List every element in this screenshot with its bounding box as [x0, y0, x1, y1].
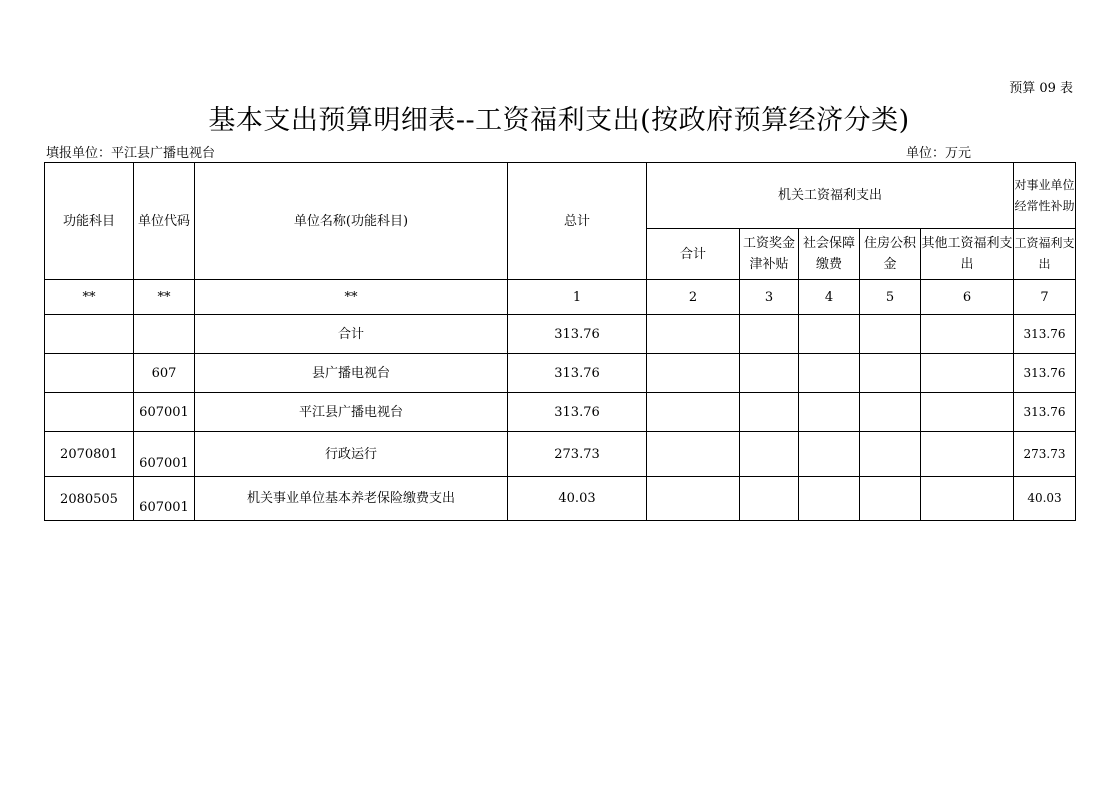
- subsidy-cell: 40.03: [1014, 477, 1076, 521]
- header-heji: 合计: [647, 229, 740, 280]
- table-row: [45, 315, 1076, 354]
- func-cell: 2080505: [45, 477, 134, 521]
- name-cell: 县广播电视台: [195, 354, 508, 393]
- name-cell: 平江县广播电视台: [195, 393, 508, 432]
- func-cell: [45, 393, 134, 432]
- header-gongzi: 工资奖金津补贴: [740, 229, 799, 280]
- name-cell: 行政运行: [195, 432, 508, 477]
- header-shebao: 社会保障缴费: [799, 229, 860, 280]
- header-jiguan-group: 机关工资福利支出: [647, 163, 1014, 229]
- table-row: [45, 393, 1076, 432]
- code-cell: 607001: [134, 393, 195, 432]
- index-cell: 2: [647, 280, 740, 315]
- name-cell: 合计: [195, 315, 508, 354]
- index-cell: **: [45, 280, 134, 315]
- code-cell: 607001: [134, 477, 195, 521]
- table-row: [45, 477, 1076, 521]
- subsidy-cell: 273.73: [1014, 432, 1076, 477]
- index-cell: **: [195, 280, 508, 315]
- subsidy-cell: 313.76: [1014, 354, 1076, 393]
- index-cell: 1: [508, 280, 647, 315]
- func-cell: 2070801: [45, 432, 134, 477]
- reporting-unit: 填报单位：平江县广播电视台: [46, 146, 216, 161]
- header-shiye-sub: 工资福利支出: [1014, 229, 1076, 280]
- page-title: 基本支出预算明细表--工资福利支出(按政府预算经济分类): [208, 105, 910, 136]
- index-cell: 3: [740, 280, 799, 315]
- index-cell: **: [134, 280, 195, 315]
- total-cell: 273.73: [508, 432, 647, 477]
- total-cell: 313.76: [508, 315, 647, 354]
- header-shiye-group: 对事业单位经常性补助: [1014, 163, 1076, 229]
- index-cell: 7: [1014, 280, 1076, 315]
- header-zhufang: 住房公积金: [860, 229, 921, 280]
- index-cell: 5: [860, 280, 921, 315]
- total-cell: 313.76: [508, 393, 647, 432]
- index-cell: 4: [799, 280, 860, 315]
- subsidy-cell: 313.76: [1014, 315, 1076, 354]
- total-cell: 313.76: [508, 354, 647, 393]
- table-row: [45, 354, 1076, 393]
- header-func-subject: 功能科目: [45, 163, 134, 280]
- header-unit-code: 单位代码: [134, 163, 195, 280]
- index-row: [45, 280, 1076, 315]
- header-qita: 其他工资福利支出: [921, 229, 1014, 280]
- header-unit-name: 单位名称(功能科目): [195, 163, 508, 280]
- budget-table: [44, 162, 1076, 521]
- currency-unit: 单位：万元: [906, 146, 972, 161]
- func-cell: [45, 315, 134, 354]
- func-cell: [45, 354, 134, 393]
- total-cell: 40.03: [508, 477, 647, 521]
- header-total: 总计: [508, 163, 647, 280]
- code-cell: [134, 315, 195, 354]
- subsidy-cell: 313.76: [1014, 393, 1076, 432]
- code-cell: 607: [134, 354, 195, 393]
- table-number: 预算 09 表: [1009, 81, 1073, 96]
- code-cell: 607001: [134, 432, 195, 477]
- name-cell: 机关事业单位基本养老保险缴费支出: [195, 477, 508, 521]
- table-row: [45, 432, 1076, 477]
- index-cell: 6: [921, 280, 1014, 315]
